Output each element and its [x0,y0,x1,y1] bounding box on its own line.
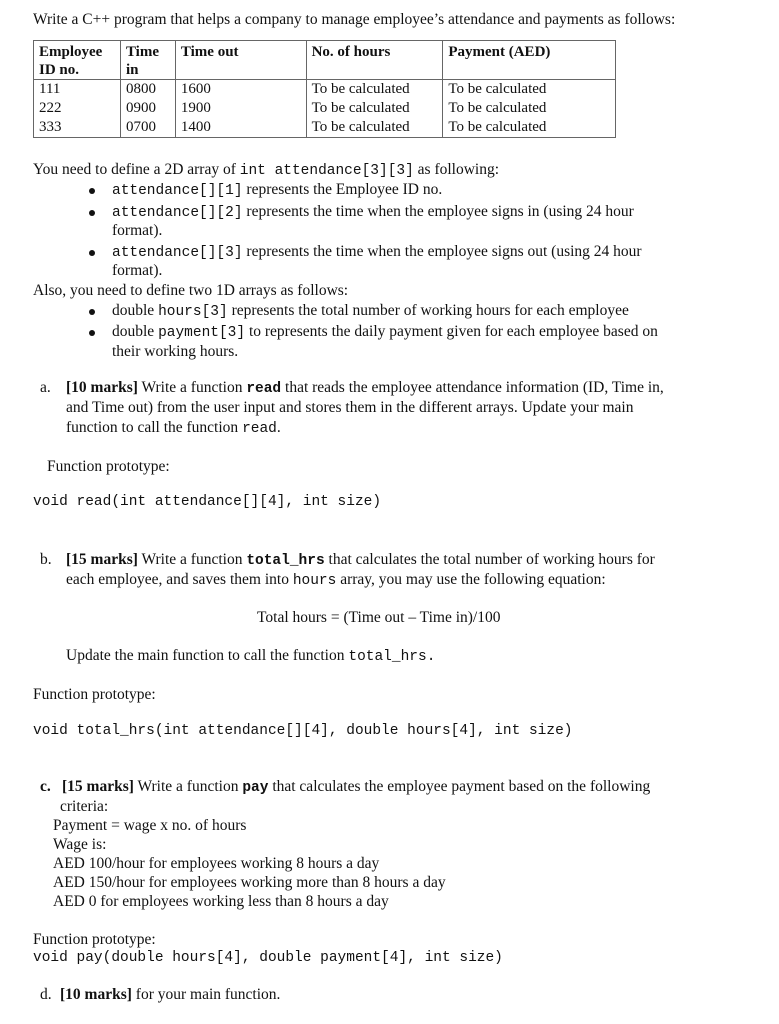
part-c-criteria-wage: Wage is: [53,836,107,853]
part-a-prototype-label: Function prototype: [47,458,170,475]
part-b-update: Update the main function to call the function total_hrs. [66,647,436,665]
header-employee-id: Employee ID no. [34,41,121,80]
bullet-attendance-id: attendance[][1] represents the Employee ID no. [112,181,443,199]
cell-id: 111 [34,80,121,100]
bullet-attendance-time-out-cont: format). [112,262,163,279]
table-row [34,99,616,118]
cell-hours: To be calculated [306,99,443,118]
bullet-icon [89,210,95,216]
bullet-attendance-time-in: attendance[][2] represents the time when the employee signs in (using 24 hour [112,203,634,221]
cell-time-out: 1600 [175,80,306,100]
bullet-payment-array-cont: their working hours. [112,343,239,360]
part-b-line1: [15 marks] Write a function total_hrs that calculates the total number of working hours for [66,551,655,569]
part-c-criteria-less-8h: AED 0 for employees working less than 8 hours a day [53,893,389,910]
part-c-prototype-label: Function prototype: [33,931,156,948]
part-a-line1: [10 marks] Write a function read that reads the employee attendance information (ID, Time in, [66,379,664,397]
part-d-letter: d. [40,986,52,1003]
part-c-letter: c. [40,778,51,795]
part-b-prototype: void total_hrs(int attendance[][4], double hours[4], int size) [33,723,573,739]
part-b-equation: Total hours = (Time out – Time in)/100 [257,609,501,626]
array-1d-lead: Also, you need to define two 1D arrays as follows: [33,282,349,299]
part-d-line: [10 marks] for your main function. [60,986,281,1003]
part-b-prototype-label: Function prototype: [33,686,156,703]
part-c-line2: criteria: [60,798,109,815]
cell-time-out: 1900 [175,99,306,118]
array-2d-lead: You need to define a 2D array of int attendance[3][3] as following: [33,161,500,179]
bullet-attendance-time-in-cont: format). [112,222,163,239]
part-b-letter: b. [40,551,52,568]
bullet-hours-array: double hours[3] represents the total number of working hours for each employee [112,302,629,320]
part-c-criteria-more-8h: AED 150/hour for employees working more than 8 hours a day [53,874,446,891]
header-no-of-hours: No. of hours [306,41,443,80]
bullet-attendance-time-out: attendance[][3] represents the time when the employee signs out (using 24 hour [112,243,642,261]
cell-payment: To be calculated [443,80,616,100]
header-time-in: Time in [120,41,175,80]
cell-time-out: 1400 [175,118,306,138]
part-c-criteria-payment: Payment = wage x no. of hours [53,817,247,834]
part-a-prototype: void read(int attendance[][4], int size) [33,494,382,510]
part-c-criteria-8h: AED 100/hour for employees working 8 hours a day [53,855,380,872]
attendance-table [33,40,616,138]
cell-hours: To be calculated [306,118,443,138]
cell-time-in: 0900 [120,99,175,118]
bullet-icon [89,330,95,336]
table-header-row [34,41,616,80]
part-c-line1: [15 marks] Write a function pay that calculates the employee payment based on the following [62,778,651,796]
cell-id: 222 [34,99,121,118]
bullet-icon [89,309,95,315]
header-payment: Payment (AED) [443,41,616,80]
cell-hours: To be calculated [306,80,443,100]
cell-payment: To be calculated [443,99,616,118]
part-c-prototype: void pay(double hours[4], double payment[4], int size) [33,950,503,966]
bullet-payment-array: double payment[3] to represents the daily payment given for each employee based on [112,323,658,341]
part-a-line2: and Time out) from the user input and stores them in the different arrays. Update your main [66,399,634,416]
cell-payment: To be calculated [443,118,616,138]
cell-time-in: 0800 [120,80,175,100]
cell-time-in: 0700 [120,118,175,138]
bullet-icon [89,250,95,256]
cell-id: 333 [34,118,121,138]
table-row [34,80,616,100]
part-b-line2: each employee, and saves them into hours array, you may use the following equation: [66,571,606,589]
table-row [34,118,616,138]
bullet-icon [89,188,95,194]
part-a-letter: a. [40,379,51,396]
intro-text: Write a C++ program that helps a company to manage employee’s attendance and payments as follows: [33,11,676,28]
header-time-out: Time out [175,41,306,80]
part-a-line3: function to call the function read. [66,419,281,437]
